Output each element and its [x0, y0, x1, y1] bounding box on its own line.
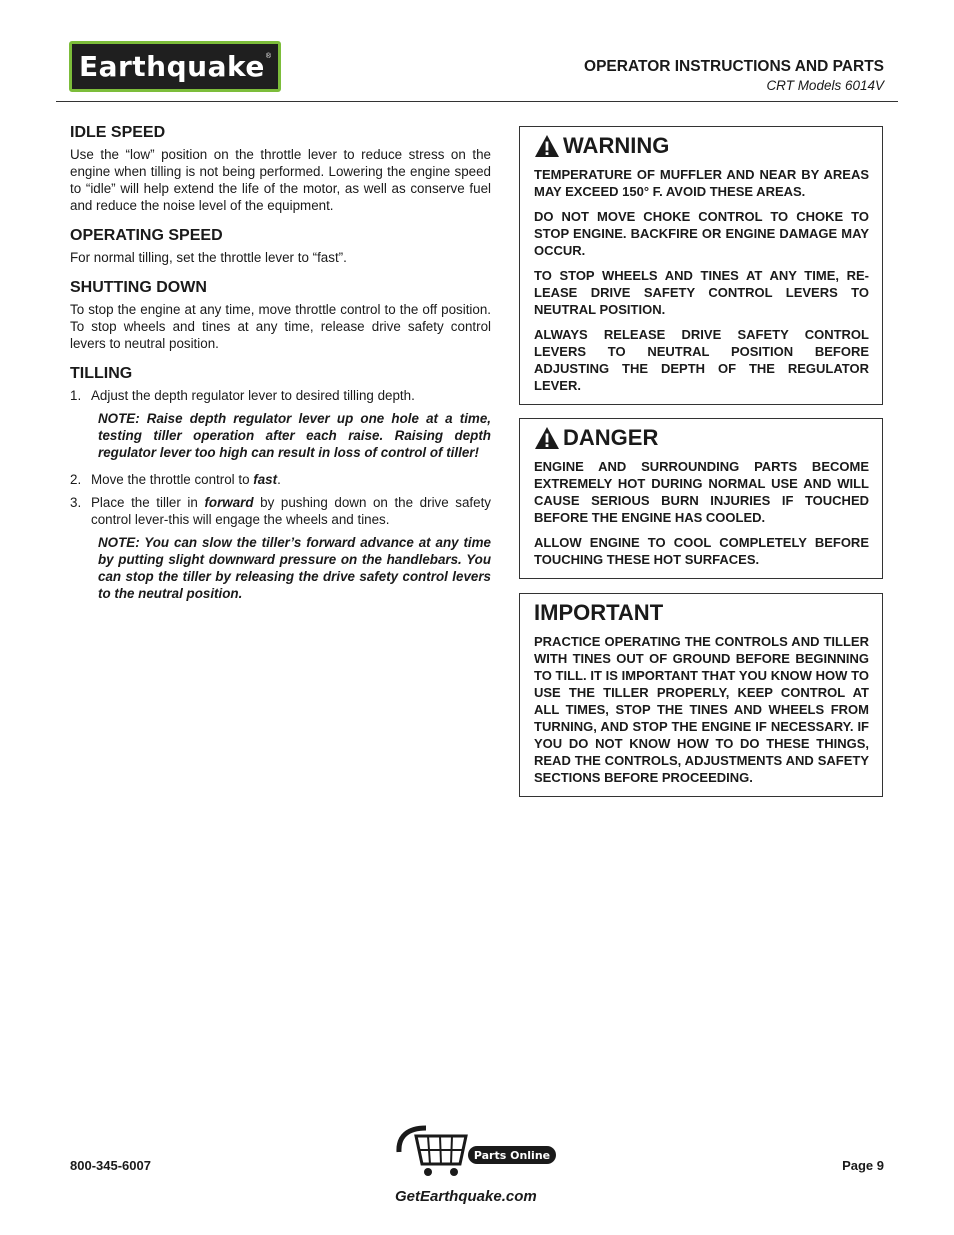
footer-phone: 800-345-6007 [70, 1158, 151, 1173]
logo-registered-mark: ® [265, 53, 272, 60]
tilling-step-2 [70, 471, 491, 488]
step-number: 3. [70, 495, 82, 510]
header-subtitle: CRT Models 6014V [766, 78, 884, 93]
idle-speed-body: Use the “low” position on the throttle lever to reduce stress on the engine when tilling is not being performed. Lowering the engine speed to “idle” will help extend the life of the motor, as well as conserve fuel and reduce the noise level of the equipment. [70, 147, 491, 213]
step-number: 2. [70, 472, 82, 487]
logo-text: Earthquake [78, 50, 265, 83]
page-number: Page 9 [842, 1158, 884, 1173]
tilling-note-2: NOTE: You can slow the tiller’s forward advance at any time by putting slight downward pressure on the handlebars. You can stop the tiller by releasing the drive safety control levers to the neutral position. [98, 535, 491, 601]
step-text [91, 494, 491, 528]
cart-label: Parts Online [473, 1149, 551, 1162]
step-text-post: by pushing down on the drive safety control lever-this will engage the wheels and tines. [91, 495, 492, 527]
warning-paragraph: TEMPERATURE OF MUFFLER AND NEAR BY AREAS MAY EXCEED 150° F. AVOID THESE AREAS. [534, 167, 869, 199]
important-title: IMPORTANT [534, 600, 664, 625]
warning-paragraph: TO STOP WHEELS AND TINES AT ANY TIME, RE-LEASE DRIVE SAFETY CONTROL LEVERS TO NEUTRAL POSITION. [534, 268, 869, 317]
step-text-emphasis: fast [253, 472, 278, 487]
step-text [91, 471, 491, 488]
warning-triangle-icon [534, 133, 560, 159]
step-number: 1. [70, 388, 82, 403]
step-text-post: . [277, 472, 281, 487]
tilling-note-1: NOTE: Raise depth regulator lever up one hole at a time, testing tiller operation after each raise. Raising depth regulator lever too high can result in loss of control of tiller! [98, 411, 491, 460]
shutting-down-heading: SHUTTING DOWN [70, 279, 207, 296]
header-title: OPERATOR INSTRUCTIONS AND PARTS [584, 58, 884, 75]
step-text-emphasis: forward [204, 495, 254, 510]
shopping-cart-icon[interactable] [396, 1124, 558, 1184]
idle-speed-heading: IDLE SPEED [70, 124, 166, 141]
warning-paragraph: DO NOT MOVE CHOKE CONTROL TO CHOKE TO STOP ENGINE. BACKFIRE OR ENGINE DAMAGE MAY OCCUR. [534, 209, 869, 258]
shutting-down-body: To stop the engine at any time, move throttle control to the off position. To stop wheels and tines at any time, release drive safety control levers to neutral position. [70, 302, 491, 351]
step-text: Adjust the depth regulator lever to desired tilling depth. [91, 388, 415, 403]
warning-paragraph: ALWAYS RELEASE DRIVE SAFETY CONTROL LEVERS TO NEUTRAL POSITION BEFORE ADJUSTING THE DEPTH OF THE REGULATOR LEVER. [534, 327, 869, 393]
header-divider [56, 101, 898, 102]
footer-url-link[interactable]: GetEarthquake.com [395, 1188, 537, 1205]
warning-box [519, 126, 883, 405]
warning-title: WARNING [563, 133, 670, 158]
important-box [519, 593, 883, 797]
earthquake-logo [69, 41, 281, 92]
danger-paragraph: ENGINE AND SURROUNDING PARTS BECOME EXTREMELY HOT DURING NORMAL USE AND WILL CAUSE SERIOUS BURN INJURIES IF TOUCHED BEFORE THE ENGINE HAS COOLED. [534, 459, 869, 525]
operating-speed-heading: OPERATING SPEED [70, 227, 223, 244]
danger-title: DANGER [563, 425, 659, 450]
warning-triangle-icon [534, 425, 560, 451]
tilling-heading: TILLING [70, 365, 133, 382]
operating-speed-body: For normal tilling, set the throttle lever to “fast”. [70, 250, 347, 265]
tilling-step-1 [70, 387, 491, 404]
important-paragraph: PRACTICE OPERATING THE CONTROLS AND TILLER WITH TINES OUT OF GROUND BEFORE BEGINNING TO TILL. IT IS IMPORTANT THAT YOU KNOW HOW TO USE THE TILLER PROPERLY, KEEP CONTROL AT ALL TIMES, STOP THE TINES AND WHEELS FROM TURNING, AND STOP THE ENGINE IF NECESSARY. IF YOU DO NOT KNOW HOW TO DO THESE THINGS, READ THE CONTROLS, ADJUSTMENTS AND SAFETY SECTIONS BEFORE PROCEEDING. [534, 634, 869, 785]
step-text-pre: Move the throttle control to [91, 472, 254, 487]
tilling-step-3 [70, 494, 491, 528]
step-text-pre: Place the tiller in [91, 495, 205, 510]
left-column [70, 123, 491, 612]
danger-paragraph: ALLOW ENGINE TO COOL COMPLETELY BEFORE TOUCHING THESE HOT SURFACES. [534, 535, 869, 567]
danger-box [519, 418, 883, 579]
